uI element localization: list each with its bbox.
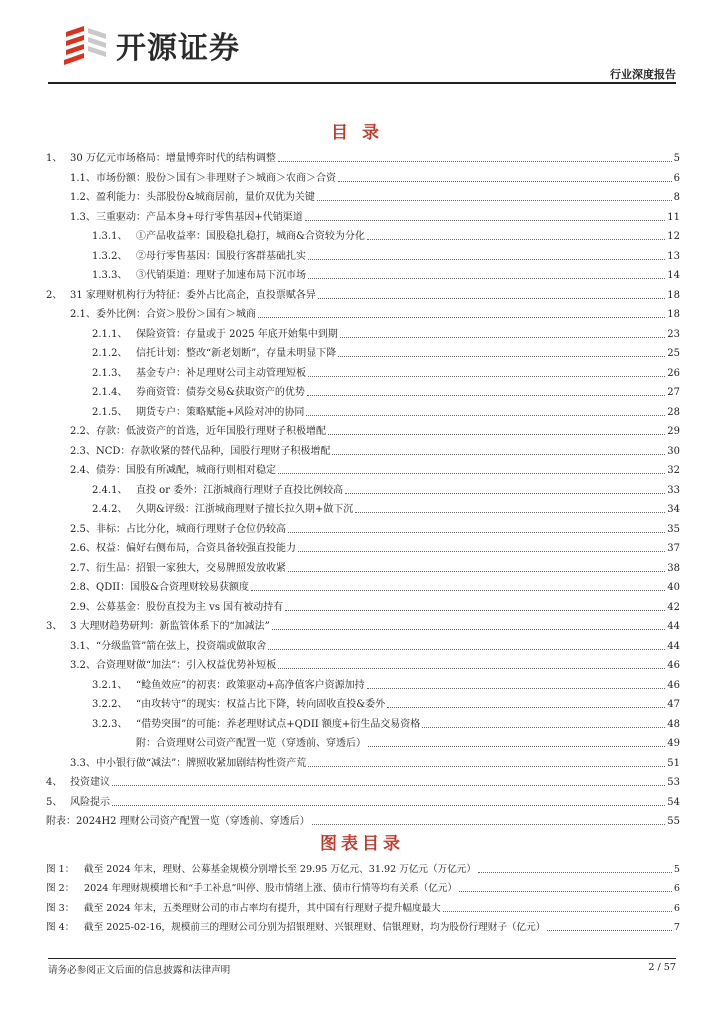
toc-page-number: 32 xyxy=(667,465,680,476)
toc-leader-dots xyxy=(307,395,665,396)
toc-leader-dots xyxy=(112,785,665,786)
toc-leader-dots xyxy=(367,688,665,689)
toc-entry[interactable] xyxy=(46,637,680,657)
toc-number: 2.1、 xyxy=(70,309,96,320)
toc-leader-dots xyxy=(268,649,665,650)
toc-page-number: 49 xyxy=(667,738,680,749)
toc-number: 2.5、 xyxy=(70,523,96,535)
toc-number: 2.6、 xyxy=(70,543,96,554)
toc-leader-dots xyxy=(345,493,665,494)
toc-leader-dots xyxy=(306,415,665,416)
figure-leader-dots xyxy=(443,911,672,912)
toc-number: 3.2、 xyxy=(70,660,96,671)
figure-number: 图 3： xyxy=(46,902,75,914)
figure-entry[interactable] xyxy=(46,899,680,918)
toc-page-number: 5 xyxy=(673,153,680,164)
toc-label: 附：合资理财公司资产配置一览（穿透前、穿透后） xyxy=(136,738,366,749)
toc-leader-dots xyxy=(112,805,665,806)
toc-number: 3.2.2、 xyxy=(92,699,128,710)
toc-page-number: 26 xyxy=(667,367,680,379)
figure-label: 截至 2024 年末，五类理财公司的市占率均有提升，其中国有行理财子提升幅度最大 xyxy=(84,902,441,914)
toc-label: 权益：偏好右侧布局，合资具备较强直投能力 xyxy=(96,543,296,554)
toc-label: “鲶鱼效应”的初衷：政策驱动+高净值客户资源加持 xyxy=(136,679,365,691)
toc-leader-dots xyxy=(305,220,665,221)
toc-number: 2.3、 xyxy=(70,445,96,457)
toc-number: 2.8、 xyxy=(70,582,96,593)
toc-leader-dots xyxy=(308,376,665,377)
figure-page-number: 6 xyxy=(673,883,680,895)
toc-page-number: 46 xyxy=(667,660,680,671)
toc-label: 存款：低波资产的首选，近年国股行理财子积极增配 xyxy=(96,426,326,437)
toc-number: 3.2.1、 xyxy=(92,679,128,691)
page-indicator: 2 / 57 xyxy=(648,962,676,973)
toc-page-number: 13 xyxy=(667,250,680,262)
toc-leader-dots xyxy=(328,434,665,435)
toc-leader-dots xyxy=(338,356,665,357)
toc-entry[interactable] xyxy=(46,461,680,481)
toc-leader-dots xyxy=(387,707,665,708)
figure-entry[interactable] xyxy=(46,879,680,898)
toc-entry[interactable] xyxy=(46,695,680,715)
footer-divider xyxy=(48,958,676,959)
toc-leader-dots xyxy=(312,824,665,825)
toc-label: 三重驱动：产品本身+母行零售基因+代销渠道 xyxy=(96,211,303,223)
figure-page-number: 5 xyxy=(673,864,680,875)
toc-number: 2、 xyxy=(46,289,63,301)
toc-label: ①产品收益率：国股稳扎稳打，城商&合资较为分化 xyxy=(136,231,365,242)
figure-entry[interactable] xyxy=(46,918,680,937)
charts-toc-list xyxy=(46,860,680,937)
toc-leader-dots xyxy=(318,298,665,299)
company-logo xyxy=(62,22,240,68)
toc-number: 1.2、 xyxy=(70,192,96,203)
toc-label: “借势突围”的可能：养老理财试点+QDII 额度+衍生品交易资格 xyxy=(136,718,421,730)
toc-entry[interactable] xyxy=(46,559,680,579)
toc-entry[interactable] xyxy=(46,422,680,442)
charts-toc-title: 图表目录 xyxy=(320,834,404,854)
toc-leader-dots xyxy=(298,551,665,552)
toc-page-number: 6 xyxy=(673,172,680,184)
toc-entry[interactable] xyxy=(46,344,680,364)
toc-entry[interactable] xyxy=(46,286,680,306)
toc-number: 3.1、 xyxy=(70,640,96,652)
figure-label: 截至 2025-02-16，规模前三的理财公司分别为招银理财、兴银理财、信银理财，均为股份行理财子（亿元） xyxy=(84,921,546,933)
figure-leader-dots xyxy=(459,891,672,892)
toc-leader-dots xyxy=(285,610,665,611)
toc-leader-dots xyxy=(368,746,665,747)
toc-entry[interactable] xyxy=(46,715,680,735)
toc-label: 盈利能力：头部股份&城商居前，量价双优为关键 xyxy=(96,192,315,203)
toc-entry[interactable] xyxy=(46,305,680,325)
toc-entry[interactable] xyxy=(46,325,680,345)
toc-number: 2.1.4、 xyxy=(92,387,128,398)
toc-number: 2.4.2、 xyxy=(92,504,128,515)
toc-number: 2.4.1、 xyxy=(92,484,128,496)
toc-leader-dots xyxy=(422,727,665,728)
toc-leader-dots xyxy=(278,668,665,669)
toc-leader-dots xyxy=(308,259,665,260)
toc-label: 委外比例：合资＞股份＞国有＞城商 xyxy=(96,309,256,320)
toc-number: 3、 xyxy=(46,621,63,632)
figure-label: 2024 年理财规模增长和“手工补息”叫停、股市情绪上涨、债市行情等均有关系（亿元） xyxy=(84,883,458,895)
toc-page-number: 42 xyxy=(667,601,680,613)
toc-number: 2.1.2、 xyxy=(92,348,128,359)
toc-number: 1.3、 xyxy=(70,211,96,223)
toc-entry[interactable] xyxy=(46,617,680,637)
toc-label: ②母行零售基因：国股行客群基础扎实 xyxy=(136,250,306,262)
toc-label: “由攻转守”的现实：权益占比下降，转向固收直投&委外 xyxy=(136,699,386,710)
toc-leader-dots xyxy=(251,590,665,591)
figure-number: 图 2： xyxy=(46,883,75,895)
toc-entry[interactable] xyxy=(46,169,680,189)
toc-entry[interactable] xyxy=(46,481,680,501)
toc-label: 券商资管：债券交易&获取资产的优势 xyxy=(136,387,305,398)
toc-page-number: 33 xyxy=(667,484,680,496)
toc-entry[interactable] xyxy=(46,208,680,228)
toc-label: 30 万亿元市场格局：增量博弈时代的结构调整 xyxy=(70,153,276,164)
toc-page-number: 18 xyxy=(667,289,680,301)
toc-label: 期货专户：策略赋能+风险对冲的协同 xyxy=(136,406,305,418)
toc-page-number: 46 xyxy=(667,679,680,691)
figure-leader-dots xyxy=(547,930,672,931)
toc-page-number: 37 xyxy=(667,543,680,554)
toc-label: 债券：国股有所减配，城商行则相对稳定 xyxy=(96,465,276,476)
toc-leader-dots xyxy=(338,181,672,182)
toc-label: 3 大理财趋势研判：新监管体系下的“加减法” xyxy=(70,621,270,632)
toc-page-number: 54 xyxy=(667,796,680,808)
toc-number: 1、 xyxy=(46,153,63,164)
toc-label: 非标：占比分化，城商行理财子仓位仍较高 xyxy=(96,523,286,535)
toc-label: 合资理财做“加法”：引入权益优势补短板 xyxy=(96,660,277,671)
toc-page-number: 28 xyxy=(667,406,680,418)
toc-entry[interactable] xyxy=(46,676,680,696)
toc-entry[interactable] xyxy=(46,383,680,403)
toc-number: 1.3.3、 xyxy=(92,270,128,281)
toc-entry[interactable] xyxy=(46,793,680,813)
toc-number: 4、 xyxy=(46,777,63,788)
toc-page-number: 51 xyxy=(667,757,680,769)
figure-page-number: 7 xyxy=(673,921,680,933)
toc-number: 5、 xyxy=(46,796,63,808)
toc-leader-dots xyxy=(367,239,665,240)
toc-entry[interactable] xyxy=(46,442,680,462)
toc-page-number: 40 xyxy=(667,582,680,593)
toc-label: 保险资管：存量或于 2025 年底开始集中到期 xyxy=(136,328,338,340)
toc-number: 1.3.1、 xyxy=(92,231,128,242)
toc-leader-dots xyxy=(278,161,672,162)
figure-number: 图 4： xyxy=(46,921,75,933)
toc-page-number: 29 xyxy=(667,426,680,437)
toc-label: 公募基金：股份直投为主 vs 国有被动持有 xyxy=(96,601,284,613)
company-name: 开源证券 xyxy=(116,31,240,66)
toc-page-number: 44 xyxy=(667,640,680,652)
toc-number: 3.2.3、 xyxy=(92,718,128,730)
toc-leader-dots xyxy=(317,200,672,201)
toc-label: 附表：2024H2 理财公司资产配置一览（穿透前、穿透后） xyxy=(46,816,310,827)
company-logo-icon xyxy=(62,22,110,68)
toc-page-number: 30 xyxy=(667,445,680,457)
toc-page-number: 12 xyxy=(667,231,680,242)
toc-label: 31 家理财机构行为特征：委外占比高企，直投票赋各异 xyxy=(70,289,316,301)
report-type-label: 行业深度报告 xyxy=(610,68,676,81)
toc-label: 久期&评级：江浙城商理财子擅长拉久期+做下沉 xyxy=(136,504,354,515)
toc-page-number: 35 xyxy=(667,523,680,535)
toc-label: NCD：存款收紧的替代品种，国股行理财子积极增配 xyxy=(96,445,331,457)
toc-number: 2.1.5、 xyxy=(92,406,128,418)
toc-page-number: 14 xyxy=(667,270,680,281)
toc-label: 风险提示 xyxy=(70,796,110,808)
toc-entry[interactable] xyxy=(46,500,680,520)
toc-entry[interactable] xyxy=(46,403,680,423)
toc-number: 1.1、 xyxy=(70,172,96,184)
toc-entry[interactable] xyxy=(46,188,680,208)
toc-list xyxy=(46,149,680,832)
toc-title: 目录 xyxy=(331,123,393,143)
toc-leader-dots xyxy=(340,337,665,338)
toc-number: 2.7、 xyxy=(70,562,96,574)
toc-page-number: 11 xyxy=(667,211,680,223)
toc-page-number: 44 xyxy=(667,621,680,632)
toc-entry[interactable] xyxy=(46,754,680,774)
toc-entry[interactable] xyxy=(46,149,680,169)
toc-label: “分级监管”箭在弦上，投资端或做取舍 xyxy=(96,640,267,652)
toc-entry[interactable] xyxy=(46,266,680,286)
toc-leader-dots xyxy=(288,571,665,572)
toc-number: 3.3、 xyxy=(70,757,96,769)
toc-page-number: 48 xyxy=(667,718,680,730)
toc-label: 信托计划：整改“新老划断”，存量未明显下降 xyxy=(136,348,337,359)
toc-leader-dots xyxy=(258,317,665,318)
toc-page-number: 34 xyxy=(667,504,680,515)
toc-entry[interactable] xyxy=(46,773,680,793)
toc-leader-dots xyxy=(355,512,665,513)
toc-page-number: 23 xyxy=(667,328,680,340)
toc-page-number: 25 xyxy=(667,348,680,359)
figure-label: 截至 2024 年末，理财、公募基金规模分别增长至 29.95 万亿元、31.92 万亿元（万亿元） xyxy=(84,864,476,875)
toc-page-number: 55 xyxy=(667,816,680,827)
footer-disclaimer: 请务必参阅正文后面的信息披露和法律声明 xyxy=(48,965,231,976)
figure-leader-dots xyxy=(478,872,672,873)
toc-label: 基金专户：补足理财公司主动管理短板 xyxy=(136,367,306,379)
toc-leader-dots xyxy=(272,629,665,630)
toc-entry[interactable] xyxy=(46,656,680,676)
toc-number: 2.2、 xyxy=(70,426,96,437)
figure-number: 图 1： xyxy=(46,864,75,875)
toc-entry[interactable] xyxy=(46,578,680,598)
toc-leader-dots xyxy=(332,454,665,455)
toc-leader-dots xyxy=(278,473,665,474)
figure-entry[interactable] xyxy=(46,860,680,879)
toc-label: 市场份额：股份＞国有＞非理财子＞城商＞农商＞合资 xyxy=(96,172,336,184)
toc-label: 直投 or 委外：江浙城商行理财子直投比例较高 xyxy=(136,484,344,496)
toc-number: 2.9、 xyxy=(70,601,96,613)
toc-entry[interactable] xyxy=(46,227,680,247)
toc-page-number: 53 xyxy=(667,777,680,788)
toc-page-number: 27 xyxy=(667,387,680,398)
toc-leader-dots xyxy=(308,278,665,279)
toc-label: 投资建议 xyxy=(70,777,110,788)
toc-entry[interactable] xyxy=(46,364,680,384)
toc-page-number: 38 xyxy=(667,562,680,574)
toc-label: ③代销渠道：理财子加速布局下沉市场 xyxy=(136,270,306,281)
toc-number: 1.3.2、 xyxy=(92,250,128,262)
toc-entry[interactable] xyxy=(46,520,680,540)
toc-leader-dots xyxy=(308,766,665,767)
toc-label: 中小银行做“减法”：牌照收紧加剧结构性资产荒 xyxy=(96,757,307,769)
toc-entry[interactable] xyxy=(46,247,680,267)
toc-entry[interactable] xyxy=(46,539,680,559)
header-divider xyxy=(48,82,676,84)
toc-leader-dots xyxy=(288,532,665,533)
figure-page-number: 6 xyxy=(673,902,680,914)
toc-number: 2.1.1、 xyxy=(92,328,128,340)
toc-label: 衍生品：招银一家独大，交易牌照发放收紧 xyxy=(96,562,286,574)
toc-page-number: 47 xyxy=(667,699,680,710)
toc-entry[interactable] xyxy=(46,734,680,754)
toc-entry[interactable] xyxy=(46,598,680,618)
toc-page-number: 8 xyxy=(673,192,680,203)
toc-label: QDII：国股&合资理财较易获额度 xyxy=(96,582,250,593)
toc-page-number: 18 xyxy=(667,309,680,320)
toc-number: 2.4、 xyxy=(70,465,96,476)
toc-number: 2.1.3、 xyxy=(92,367,128,379)
